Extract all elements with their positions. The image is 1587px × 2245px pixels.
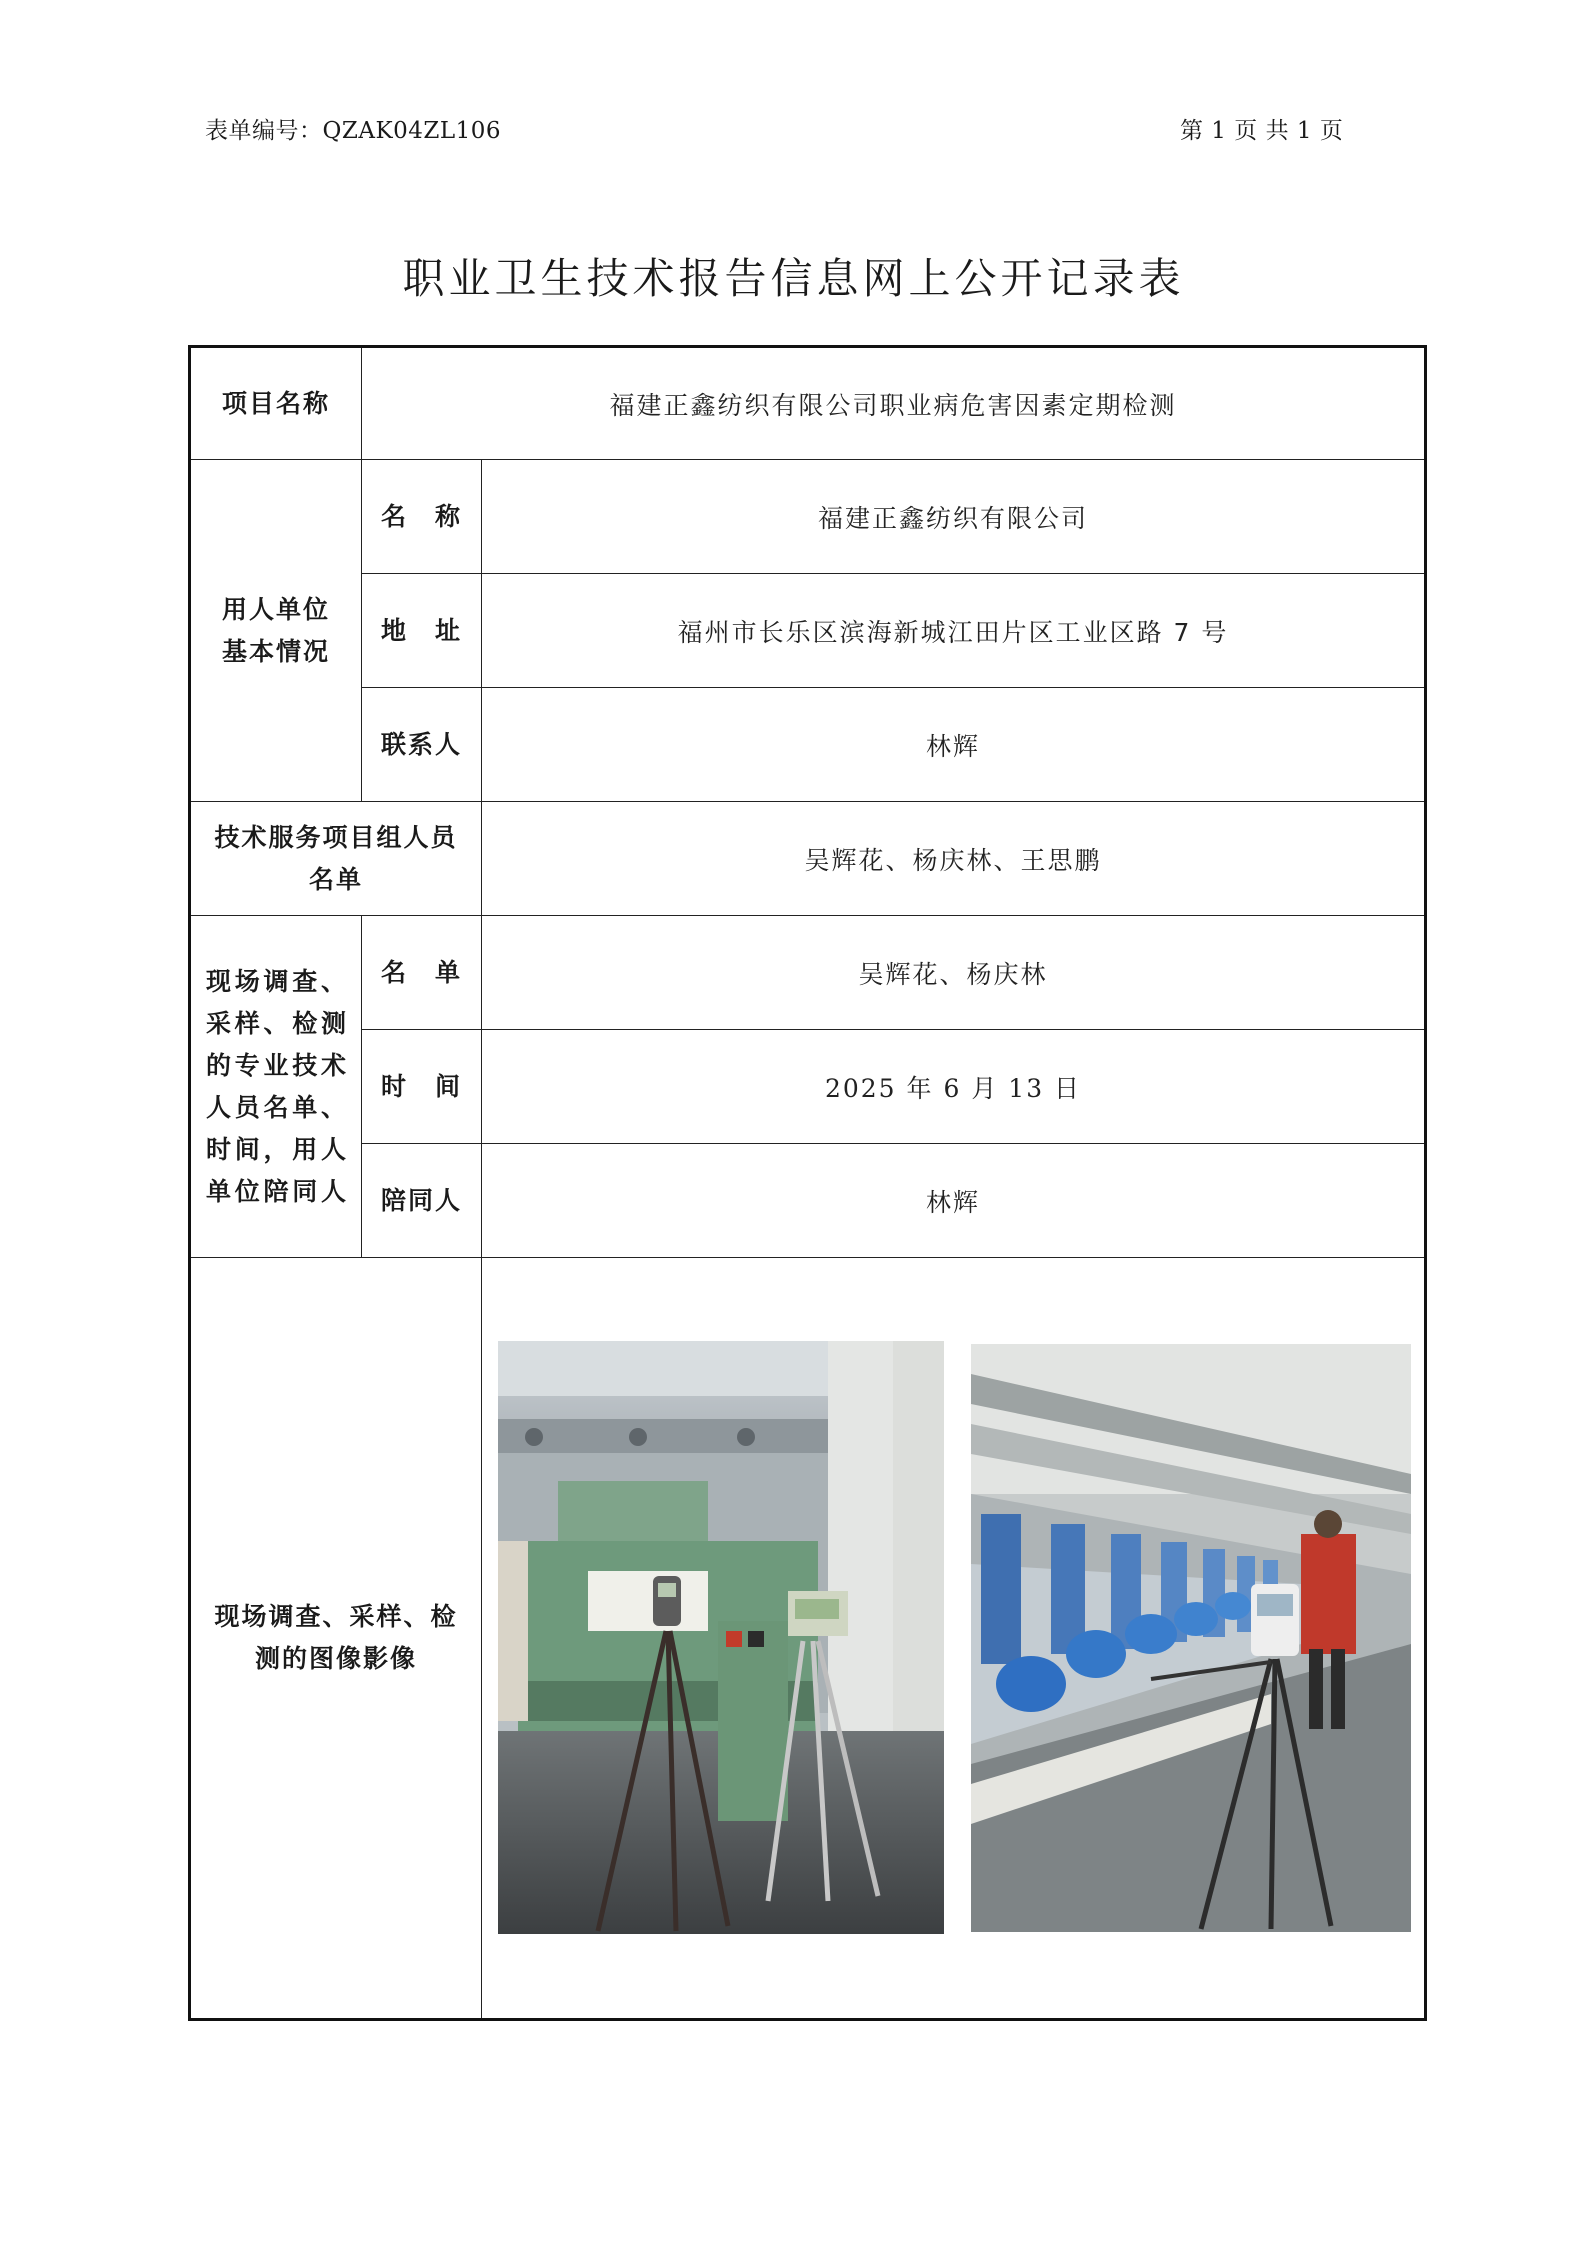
onsite-list-value: 吴辉花、杨庆林 bbox=[482, 916, 1426, 1030]
employer-basic-label bbox=[190, 460, 362, 802]
site-photo-2-image bbox=[971, 1344, 1411, 1932]
images-label-line1: 现场调查、采样、检 bbox=[214, 1602, 458, 1631]
site-photo-2 bbox=[971, 1344, 1411, 1932]
onsite-escort-label: 陪同人 bbox=[362, 1144, 482, 1258]
employer-name-label: 名 称 bbox=[362, 460, 482, 574]
employer-address-label: 地 址 bbox=[362, 574, 482, 688]
document-title: 职业卫生技术报告信息网上公开记录表 bbox=[402, 254, 1185, 303]
employer-contact-value: 林辉 bbox=[482, 688, 1426, 802]
onsite-label-line6: 单位陪同人 bbox=[206, 1176, 346, 1206]
employer-name-value: 福建正鑫纺织有限公司 bbox=[482, 460, 1426, 574]
project-name-label: 项目名称 bbox=[190, 347, 362, 460]
employer-address-value: 福州市长乐区滨海新城江田片区工业区路 7 号 bbox=[482, 574, 1426, 688]
row-employer-address bbox=[190, 574, 1426, 688]
row-images bbox=[190, 1258, 1426, 2020]
row-employer-contact bbox=[190, 688, 1426, 802]
row-onsite-time bbox=[190, 1030, 1426, 1144]
onsite-label-line2: 采样、检测 bbox=[206, 1008, 346, 1038]
onsite-label-line4: 人员名单、 bbox=[206, 1092, 346, 1122]
images-label bbox=[190, 1258, 482, 2020]
page-info: 第 1 页 共 1 页 bbox=[1180, 118, 1344, 144]
images-label-line2: 测的图像影像 bbox=[254, 1644, 417, 1673]
images-cell bbox=[482, 1258, 1426, 2020]
row-project bbox=[190, 347, 1426, 460]
onsite-label bbox=[190, 916, 362, 1258]
photos-container bbox=[482, 1258, 1424, 2018]
onsite-label-line3: 的专业技术 bbox=[206, 1050, 346, 1080]
project-name-value: 福建正鑫纺织有限公司职业病危害因素定期检测 bbox=[362, 347, 1426, 460]
onsite-time-label: 时 间 bbox=[362, 1030, 482, 1144]
employer-label-line2: 基本情况 bbox=[221, 636, 330, 666]
form-number: 表单编号：QZAK04ZL106 bbox=[205, 118, 502, 144]
onsite-label-line5: 时间，用人 bbox=[206, 1134, 346, 1164]
team-label bbox=[190, 802, 482, 916]
team-value: 吴辉花、杨庆林、王思鹏 bbox=[482, 802, 1426, 916]
employer-label-line1: 用人单位 bbox=[221, 594, 330, 624]
row-onsite-escort bbox=[190, 1144, 1426, 1258]
onsite-time-value: 2025 年 6 月 13 日 bbox=[482, 1030, 1426, 1144]
site-photo-1-image bbox=[498, 1341, 944, 1934]
employer-contact-label: 联系人 bbox=[362, 688, 482, 802]
onsite-label-line1: 现场调查、 bbox=[206, 966, 346, 996]
record-table bbox=[188, 345, 1427, 2021]
team-label-line2: 名单 bbox=[308, 864, 363, 894]
team-label-line1: 技术服务项目组人员 bbox=[214, 822, 458, 852]
row-team bbox=[190, 802, 1426, 916]
onsite-escort-value: 林辉 bbox=[482, 1144, 1426, 1258]
row-employer-name bbox=[190, 460, 1426, 574]
row-onsite-list bbox=[190, 916, 1426, 1030]
onsite-list-label: 名 单 bbox=[362, 916, 482, 1030]
site-photo-1 bbox=[498, 1341, 944, 1934]
